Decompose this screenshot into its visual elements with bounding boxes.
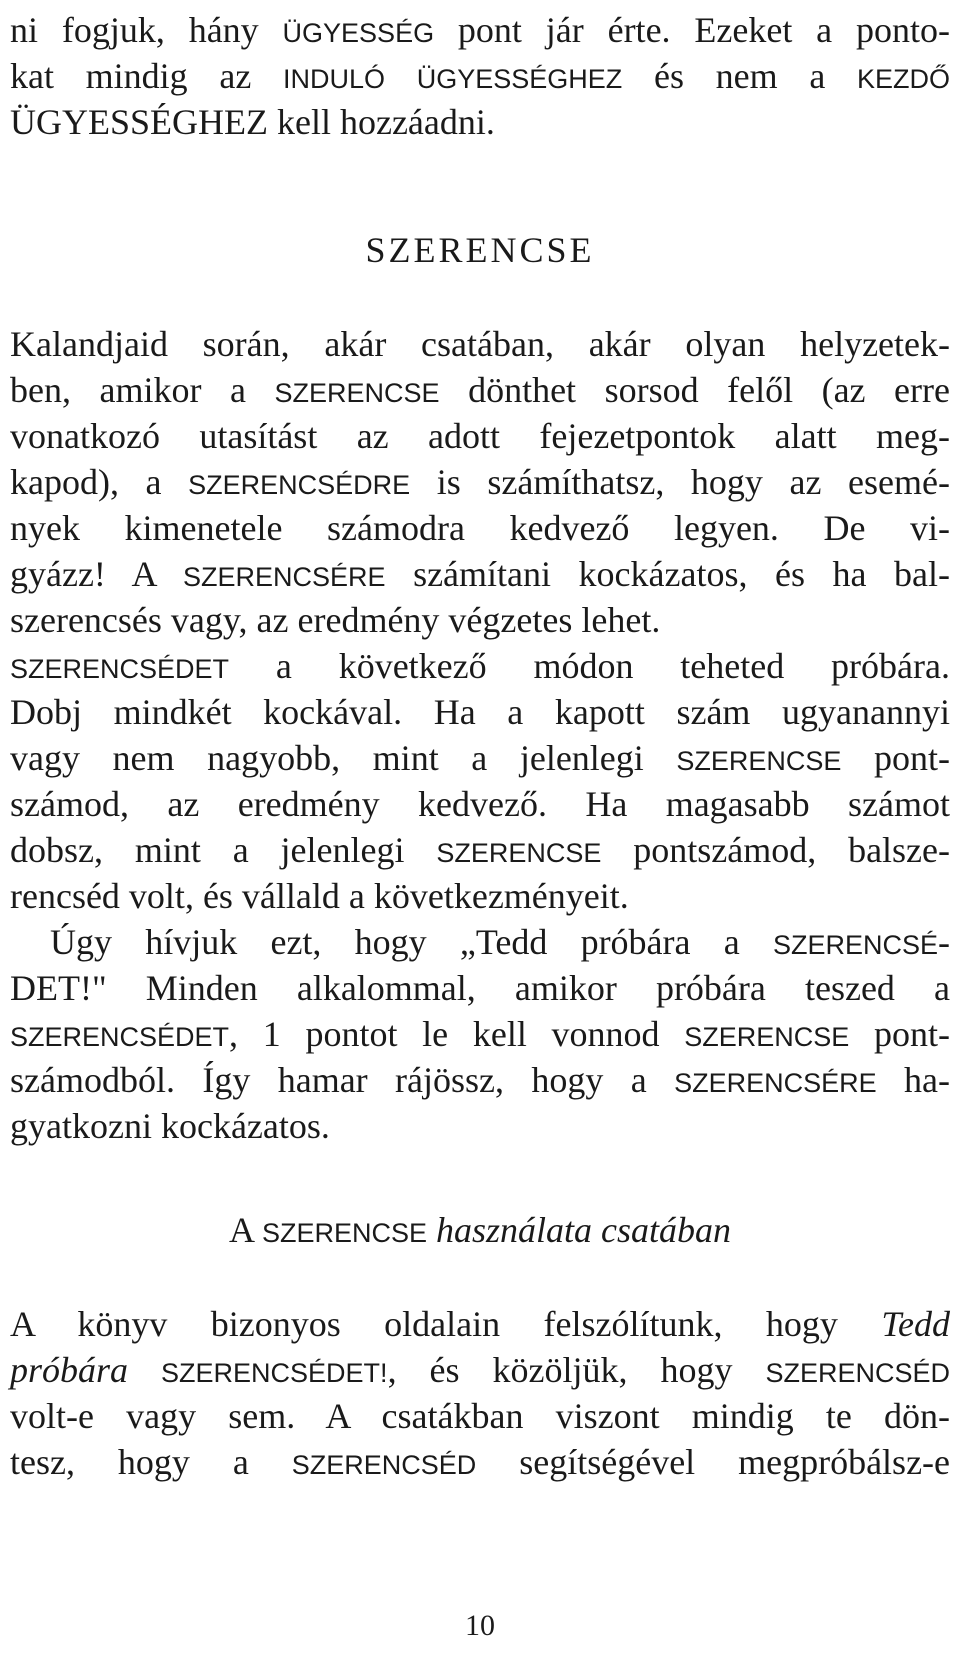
page-number: 10 [465,1609,495,1642]
italic-span: Tedd [881,1304,951,1344]
italic-span: próbára [10,1350,129,1390]
body-line: számod, az eredmény kedvező. Ha magasabb számot [10,784,950,824]
body-line: szerencsés vagy, az eredmény végzetes lehet. [10,600,661,640]
caps-span: ÜGYESSÉGHEZ [416,64,623,94]
caps-span: SZERENCSÉD [291,1450,477,1480]
section-title-italic: használata csatában [436,1210,732,1250]
caps-span: SZERENCSE [684,1022,850,1052]
caps-span: SZERENCSE [274,378,440,408]
body-line: ben, amikor a SZERENCSE dönthet sorsod felől (az erre [10,370,950,410]
body-line: vonatkozó utasítást az adott fejezetpontok alatt meg- [10,416,950,456]
caps-span: SZERENCSE [436,838,602,868]
body-line: DET!" Minden alkalommal, amikor próbára teszed a [10,968,950,1008]
caps-span: SZERENCSE [676,746,842,776]
body-line: SZERENCSÉDET, 1 pontot le kell vonnod SZERENCSE pont- [10,1014,950,1054]
body-line: dobsz, mint a jelenlegi SZERENCSE pontszámod, balsze- [10,830,951,870]
caps-span: SZERENCSÉDET [10,1022,230,1052]
body-line: Úgy hívjuk ezt, hogy „Tedd próbára a SZERENCSÉ- [50,922,950,962]
text-span: tesz, hogy a [10,1442,249,1482]
text-span: segítségével megpróbálsz-e [519,1442,951,1482]
caps-span: SZERENCSÉDRE [188,470,411,500]
body-line: kapod), a SZERENCSÉDRE is számíthatsz, hogy az esemé- [10,462,950,502]
caps-span: ÜGYESSÉG [282,18,435,48]
body-line: Kalandjaid során, akár csatában, akár olyan helyzetek- [10,324,950,364]
caps-span: INDULÓ [283,64,386,94]
section-title-szerencse-csataban [0,1206,960,1257]
body-line: SZERENCSÉDET a következő módon teheted próbára. [10,646,950,686]
caps-span: SZERENCSÉRE [183,562,386,592]
text-span: A könyv bizonyos oldalain felszólítunk, hogy [10,1304,838,1344]
body-line: számodból. Így hamar rájössz, hogy a SZERENCSÉRE ha- [10,1060,950,1100]
intro-line-2: kat mindig az INDULÓ ÜGYESSÉGHEZ és nem a KEZDŐ [10,56,951,96]
caps-span: SZERENCSÉ [772,930,938,960]
caps-span: SZERENCSÉRE [674,1068,877,1098]
caps-span: SZERENCSÉDET! [161,1358,388,1388]
caps-span: KEZDŐ [857,64,951,94]
section-title-szerencse: SZERENCSE [365,230,595,270]
body-line: vagy nem nagyobb, mint a jelenlegi SZERENCSE pont- [10,738,950,778]
intro-line-3: ÜGYESSÉGHEZ kell hozzáadni. [10,102,495,142]
body-line: volt-e vagy sem. A csatákban viszont mindig te dön- [10,1396,950,1436]
body-line [10,1300,950,1348]
intro-line-1: ni fogjuk, hány ÜGYESSÉG pont jár érte. Ezeket a ponto- [10,10,950,50]
body-line: rencséd volt, és vállald a következményeit. [10,876,629,916]
section-title-caps: SZERENCSE [261,1218,428,1248]
text-span: , és közöljük, hogy [387,1350,733,1390]
caps-span: SZERENCSÉDET [10,654,230,684]
body-line: nyek kimenetele számodra kedvező legyen. De vi- [10,508,950,548]
body-line: gyatkozni kockázatos. [10,1106,330,1146]
body-line: Dobj mindkét kockával. Ha a kapott szám ugyanannyi [10,692,950,732]
body-line: gyázz! A SZERENCSÉRE számítani kockázatos, és ha bal- [10,554,950,594]
body-line [10,1438,950,1489]
section-title-prefix: A [228,1210,253,1250]
body-line [10,1346,950,1397]
caps-span: SZERENCSÉD [765,1358,950,1388]
